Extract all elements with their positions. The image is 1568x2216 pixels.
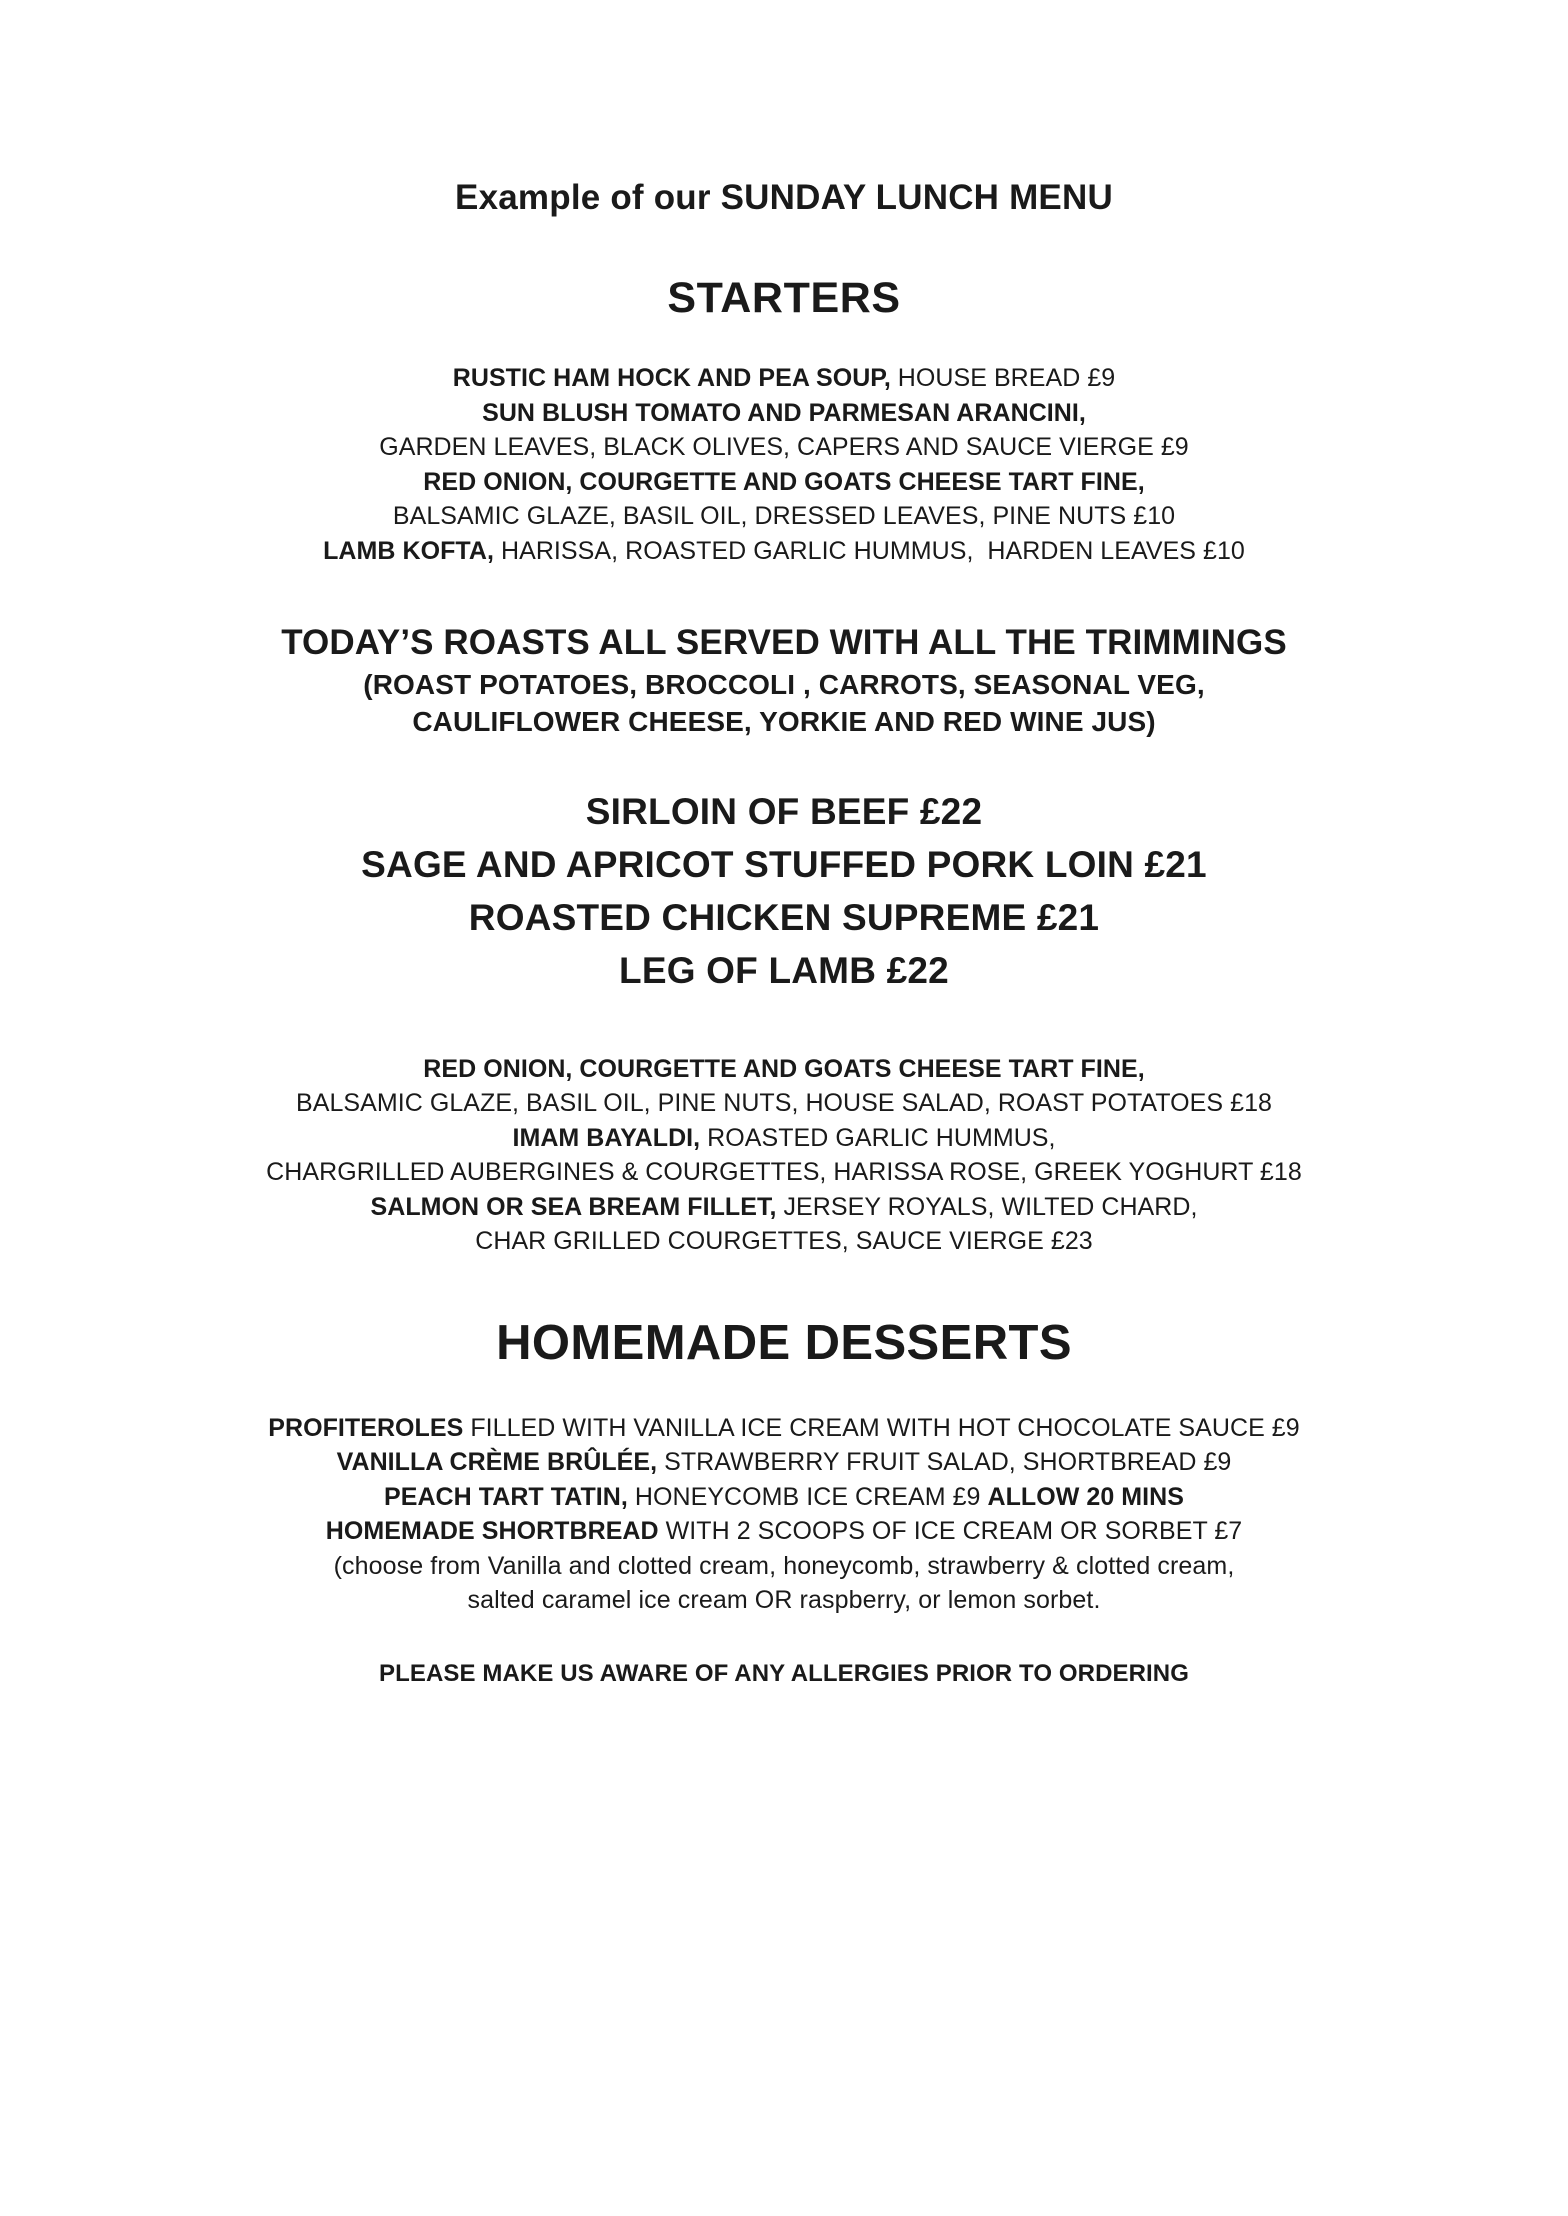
roasts-trimmings-line-1: (ROAST POTATOES, BROCCOLI , CARROTS, SEASONAL VEG, — [363, 668, 1205, 700]
dessert-item-desc: FILLED WITH VANILLA ICE CREAM WITH HOT CHOCOLATE SAUCE £9 — [463, 1413, 1300, 1442]
mains-item-desc: JERSEY ROYALS, WILTED CHARD, — [776, 1192, 1198, 1221]
allergy-notice: PLEASE MAKE US AWARE OF ANY ALLERGIES PRIOR TO ORDERING — [378, 1659, 1190, 1687]
mains-item — [129, 1190, 1439, 1225]
starters-item — [129, 361, 1439, 396]
mains-item-name: SALMON OR SEA BREAM FILLET, — [370, 1192, 777, 1221]
dessert-item — [129, 1514, 1439, 1549]
mains-item-desc: CHAR GRILLED COURGETTES, SAUCE VIERGE £23 — [475, 1227, 1093, 1256]
starters-item — [129, 534, 1439, 569]
dessert-item-name: PROFITEROLES — [268, 1413, 464, 1442]
dessert-choice-line-2: salted caramel ice cream OR raspberry, or lemon sorbet. — [467, 1586, 1101, 1615]
mains-item — [129, 1052, 1439, 1087]
dessert-item-desc: STRAWBERRY FRUIT SALAD, SHORTBREAD £9 — [657, 1448, 1232, 1477]
dessert-item — [129, 1411, 1439, 1446]
dessert-item-name: HOMEMADE SHORTBREAD — [325, 1517, 659, 1546]
mains-item-name: RED ONION, COURGETTE AND GOATS CHEESE TART FINE, — [423, 1054, 1145, 1083]
roast-dish-item: SAGE AND APRICOT STUFFED PORK LOIN £21 — [361, 843, 1207, 885]
spacer — [129, 1259, 1439, 1315]
mains-item-desc: CHARGRILLED AUBERGINES & COURGETTES, HARISSA ROSE, GREEK YOGHURT £18 — [266, 1158, 1302, 1187]
section-heading-roasts: TODAY’S ROASTS ALL SERVED WITH ALL THE TRIMMINGS — [281, 623, 1287, 662]
dessert-item — [129, 1480, 1439, 1515]
dessert-item — [129, 1445, 1439, 1480]
mains-item-desc: ROASTED GARLIC HUMMUS, — [700, 1123, 1056, 1152]
spacer — [129, 1371, 1439, 1411]
roast-dish-item: SIRLOIN OF BEEF £22 — [585, 790, 983, 832]
dessert-item-tail: ALLOW 20 MINS — [987, 1482, 1184, 1511]
mains-item — [129, 1155, 1439, 1190]
starters-item-desc: HARISSA, ROASTED GARLIC HUMMUS, HARDEN LEAVES £10 — [494, 536, 1245, 565]
roast-dish-item: ROASTED CHICKEN SUPREME £21 — [468, 897, 1100, 939]
starters-list — [129, 361, 1439, 568]
starters-item — [129, 430, 1439, 465]
mains-item-name: IMAM BAYALDI, — [512, 1123, 701, 1152]
mains-item — [129, 1121, 1439, 1156]
dessert-item-desc: WITH 2 SCOOPS OF ICE CREAM OR SORBET £7 — [658, 1517, 1243, 1546]
starters-item-desc: GARDEN LEAVES, BLACK OLIVES, CAPERS AND SAUCE VIERGE £9 — [379, 433, 1189, 461]
spacer — [129, 998, 1439, 1052]
starters-item-desc: BALSAMIC GLAZE, BASIL OIL, DRESSED LEAVES, PINE NUTS £10 — [392, 502, 1176, 530]
mains-item-desc: BALSAMIC GLAZE, BASIL OIL, PINE NUTS, HOUSE SALAD, ROAST POTATOES £18 — [296, 1089, 1272, 1118]
mains-item — [129, 1224, 1439, 1259]
dessert-item-desc: HONEYCOMB ICE CREAM £9 — [627, 1482, 988, 1511]
starters-item-desc: HOUSE BREAD £9 — [890, 364, 1116, 392]
roasts-trimmings-line-2: CAULIFLOWER CHEESE, YORKIE AND RED WINE JUS) — [412, 706, 1156, 738]
spacer — [129, 568, 1439, 620]
desserts-list — [129, 1411, 1439, 1618]
starters-item — [129, 396, 1439, 431]
roast-dish-list — [129, 785, 1439, 998]
dessert-item-name: VANILLA CRÈME BRÛLÉE, — [336, 1448, 658, 1477]
starters-item-name: RUSTIC HAM HOCK AND PEA SOUP, — [452, 364, 891, 392]
starters-item-name: RED ONION, COURGETTE AND GOATS CHEESE TART FINE, — [423, 467, 1145, 496]
starters-item — [129, 465, 1439, 500]
spacer — [129, 323, 1439, 361]
page-title: Example of our SUNDAY LUNCH MENU — [455, 178, 1113, 217]
section-heading-starters: STARTERS — [667, 274, 901, 322]
spacer — [129, 741, 1439, 785]
dessert-choice-line-1: (choose from Vanilla and clotted cream, honeycomb, strawberry & clotted cream, — [333, 1551, 1235, 1580]
dessert-item-name: PEACH TART TATIN, — [384, 1482, 628, 1511]
mains-list — [129, 1052, 1439, 1259]
mains-item — [129, 1086, 1439, 1121]
spacer — [129, 218, 1439, 274]
roast-dish-item: LEG OF LAMB £22 — [619, 950, 949, 992]
starters-item-name: SUN BLUSH TOMATO AND PARMESAN ARANCINI, — [482, 398, 1086, 427]
menu-content — [129, 178, 1439, 1688]
starters-item-name: LAMB KOFTA, — [323, 536, 494, 565]
starters-item — [129, 499, 1439, 534]
section-heading-desserts: HOMEMADE DESSERTS — [496, 1315, 1072, 1370]
spacer — [129, 1618, 1439, 1660]
